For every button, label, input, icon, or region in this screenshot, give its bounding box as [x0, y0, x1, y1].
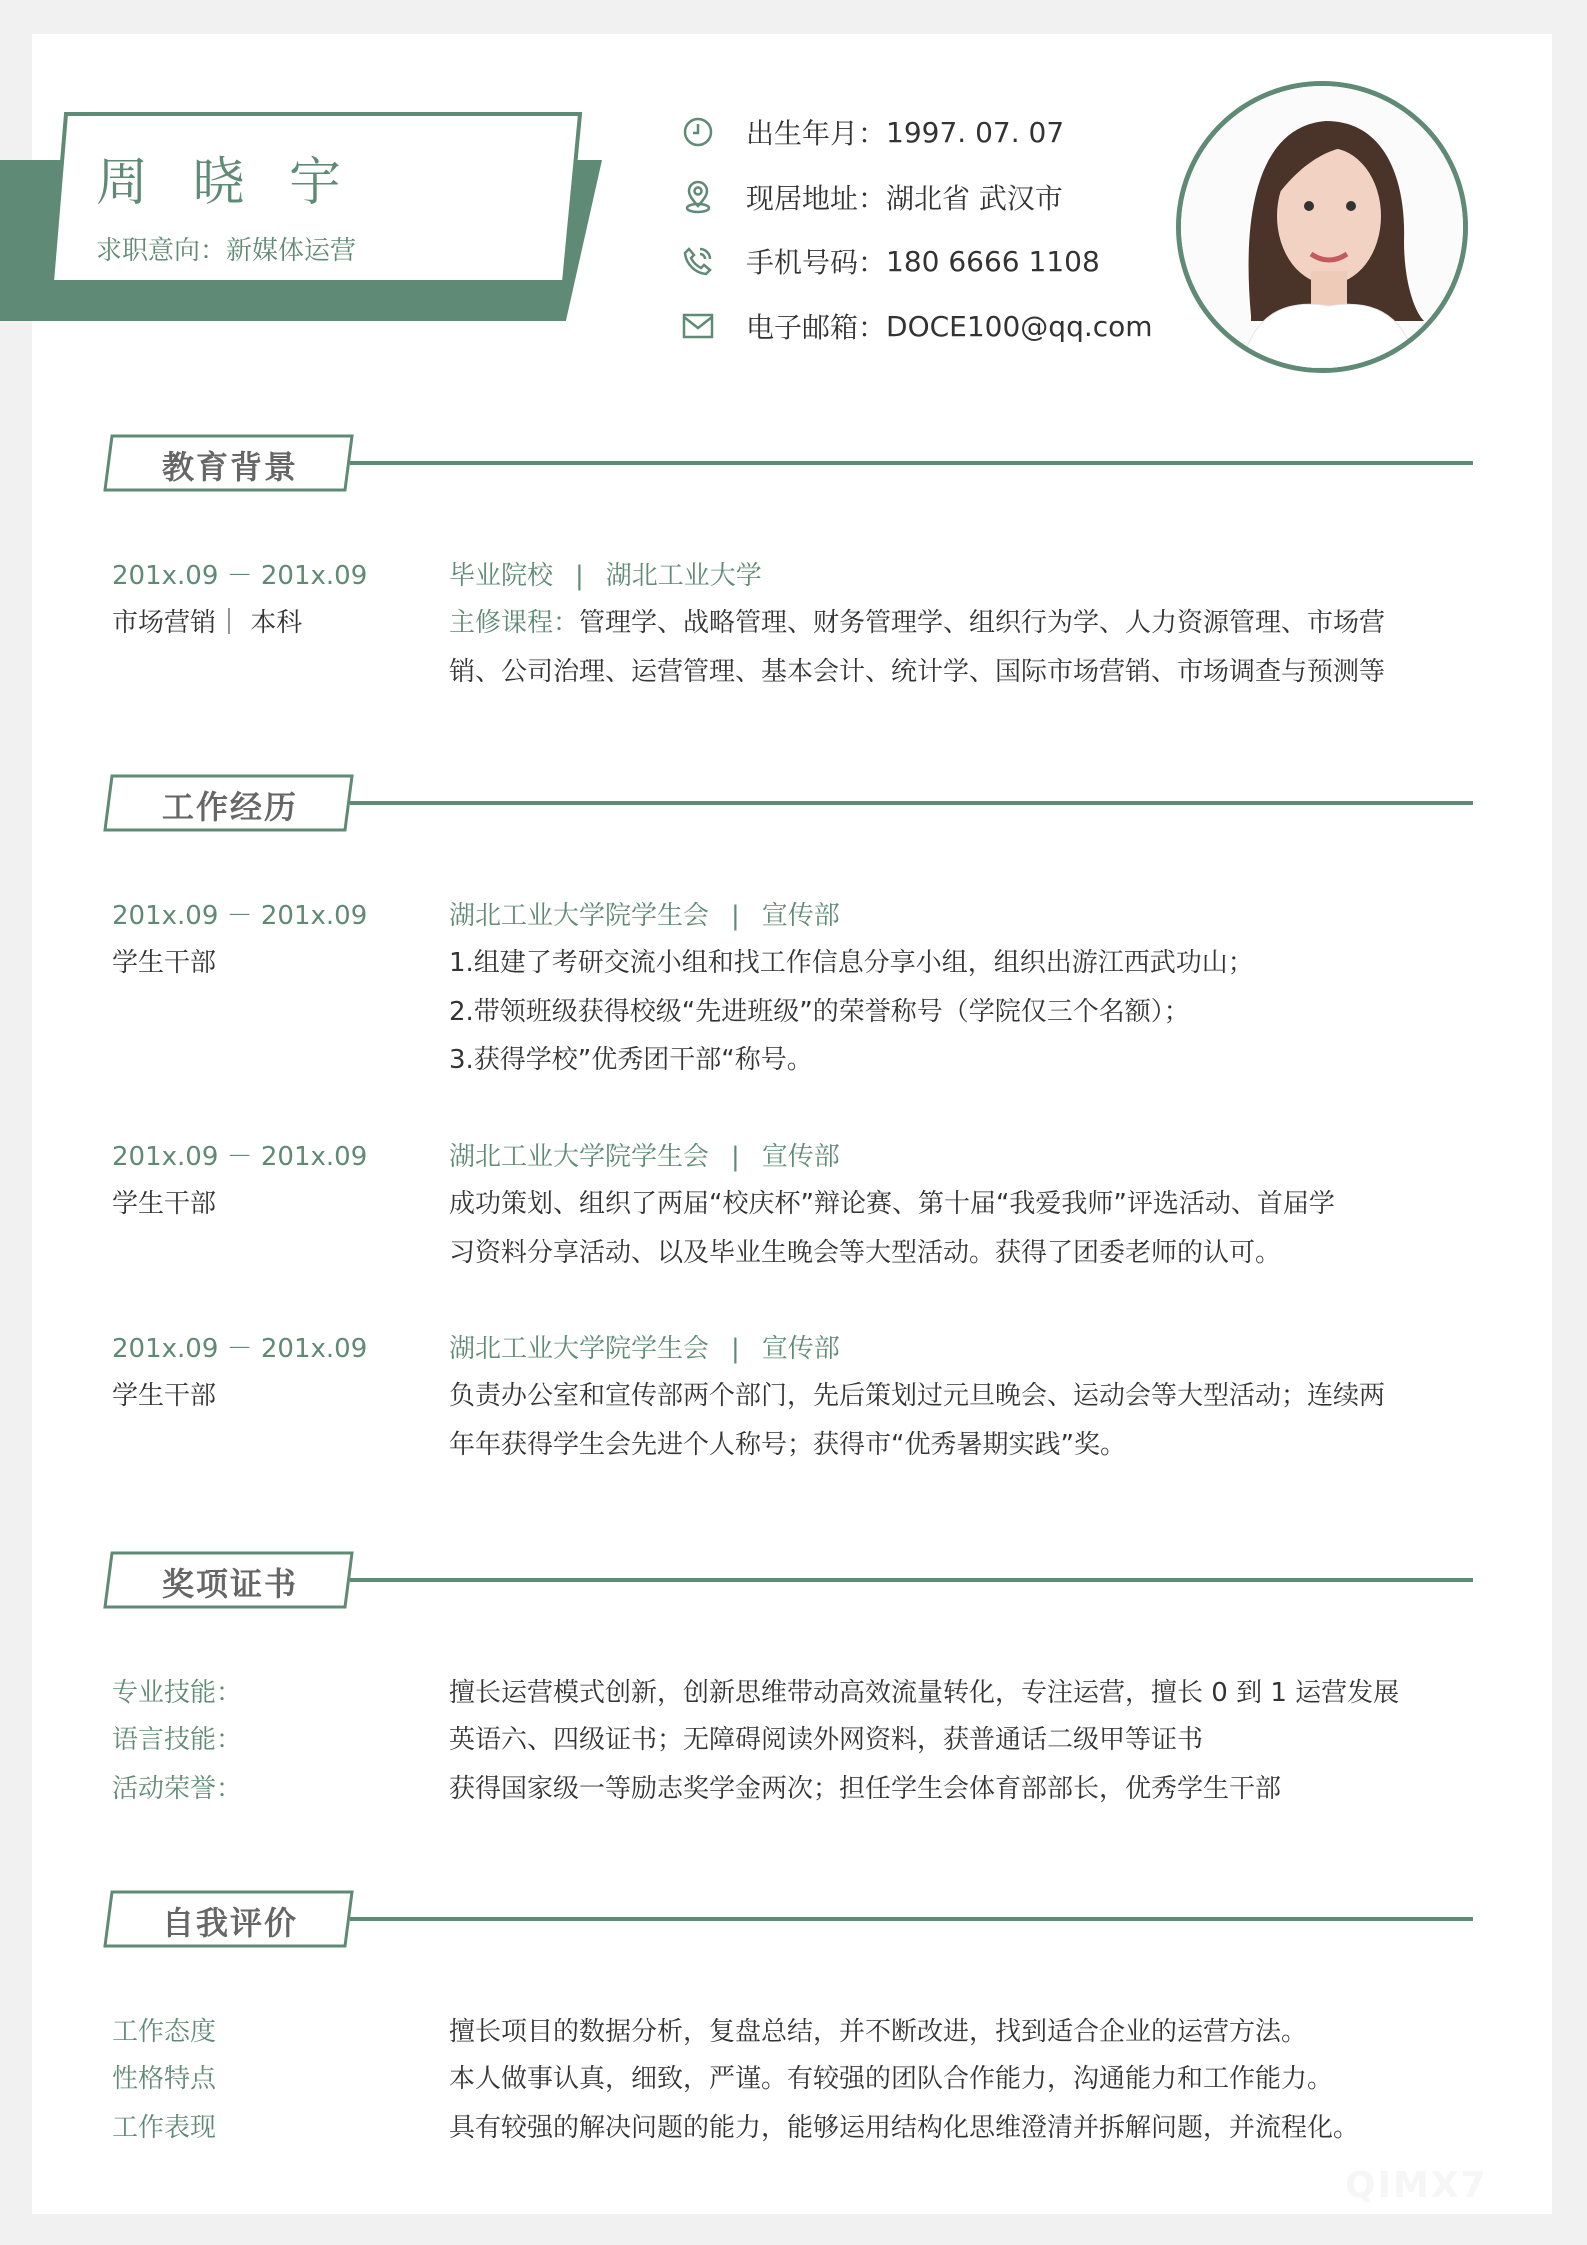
self-value: 擅长项目的数据分析，复盘总结，并不断改进，找到适合企业的运营方法。 — [449, 2017, 1308, 2047]
award-value: 擅长运营模式创新，创新思维带动高效流量转化，专注运营，擅长 0 到 1 运营发展 — [449, 1678, 1400, 1708]
work-description-line: 2.带领班级获得校级“先进班级”的荣誉称号（学院仅三个名额）； — [449, 996, 1190, 1027]
work-description-line: 成功策划、组织了两届“校庆杯”辩论赛、第十届“我爱我师”评选活动、首届学 — [449, 1189, 1335, 1219]
contact-value: DOCE100@qq.com — [886, 309, 1153, 343]
separator: | — [731, 901, 740, 931]
divider — [350, 1917, 1473, 1921]
self-label: 性格特点 — [112, 2064, 217, 2094]
edu-period: 201x.09 － 201x.09 — [112, 561, 368, 591]
dept-name: 宣传部 — [761, 1142, 840, 1172]
self-label: 工作表现 — [112, 2113, 217, 2143]
section-title-education: 教育背景 — [162, 448, 299, 486]
award-label: 专业技能： — [112, 1678, 243, 1708]
work-role: 学生干部 — [112, 1381, 217, 1411]
work-org — [449, 895, 840, 932]
dept-name: 宣传部 — [761, 1334, 840, 1364]
self-label: 工作态度 — [112, 2017, 217, 2047]
work-role: 学生干部 — [112, 1189, 217, 1219]
contact-label: 电子邮箱： — [746, 311, 887, 344]
divider — [350, 801, 1473, 805]
courses-text: 管理学、战略管理、财务管理学、组织行为学、人力资源管理、市场营 — [579, 608, 1386, 638]
work-description-line: 负责办公室和宣传部两个部门，先后策划过元旦晚会、运动会等大型活动；连续两 — [449, 1381, 1386, 1411]
section-title-work: 工作经历 — [162, 788, 299, 826]
edu-major: 市场营销｜ 本科 — [112, 608, 303, 638]
separator: | — [731, 1142, 740, 1172]
separator: | — [731, 1334, 740, 1364]
edu-courses-cont: 销、公司治理、运营管理、基本会计、统计学、国际市场营销、市场调查与预测等 — [449, 657, 1386, 687]
work-period: 201x.09 － 201x.09 — [112, 1334, 368, 1364]
divider — [350, 1578, 1473, 1582]
contact-value: 湖北省 武汉市 — [886, 182, 1063, 215]
work-role: 学生干部 — [112, 948, 217, 978]
work-description-line: 1.组建了考研交流小组和找工作信息分享小组，组织出游江西武功山； — [449, 948, 1254, 978]
award-label: 语言技能： — [112, 1725, 243, 1755]
dept-name: 宣传部 — [761, 901, 840, 931]
contact-label: 现居地址： — [746, 182, 887, 215]
work-period: 201x.09 － 201x.09 — [112, 901, 368, 931]
self-value: 具有较强的解决问题的能力，能够运用结构化思维澄清并拆解问题，并流程化。 — [449, 2113, 1360, 2143]
work-description-line: 习资料分享活动、以及毕业生晚会等大型活动。获得了团委老师的认可。 — [449, 1237, 1282, 1268]
contact-label: 手机号码： — [746, 246, 887, 279]
school-label: 毕业院校 — [449, 561, 554, 591]
work-period: 201x.09 － 201x.09 — [112, 1142, 368, 1172]
org-name: 湖北工业大学院学生会 — [449, 901, 710, 931]
work-description-line: 3.获得学校”优秀团干部“称号。 — [449, 1045, 813, 1075]
school-name: 湖北工业大学 — [605, 561, 762, 591]
edu-courses — [449, 602, 1385, 639]
work-org — [449, 1136, 840, 1173]
contact-value: 1997. 07. 07 — [886, 115, 1065, 149]
divider — [350, 461, 1473, 465]
self-value: 本人做事认真，细致，严谨。有较强的团队合作能力，沟通能力和工作能力。 — [449, 2064, 1334, 2094]
separator: | — [575, 561, 584, 591]
work-org — [449, 1328, 840, 1365]
edu-school — [449, 555, 762, 592]
org-name: 湖北工业大学院学生会 — [449, 1334, 710, 1364]
org-name: 湖北工业大学院学生会 — [449, 1142, 710, 1172]
award-value: 英语六、四级证书；无障碍阅读外网资料，获普通话二级甲等证书 — [449, 1725, 1204, 1755]
award-label: 活动荣誉： — [112, 1774, 243, 1804]
watermark: QIMX7 — [1345, 2165, 1488, 2206]
work-description-line: 年年获得学生会先进个人称号；获得市“优秀暑期实践”奖。 — [449, 1429, 1126, 1460]
section-title-self: 自我评价 — [162, 1904, 299, 1942]
candidate-name: 周 晓 宇 — [96, 153, 356, 213]
award-value: 获得国家级一等励志奖学金两次；担任学生会体育部部长，优秀学生干部 — [449, 1774, 1282, 1804]
contact-value: 180 6666 1108 — [886, 244, 1100, 278]
intent-label: 求职意向： — [96, 236, 227, 266]
intent-value: 新媒体运营 — [226, 236, 357, 266]
section-title-awards: 奖项证书 — [162, 1565, 299, 1603]
courses-label: 主修课程： — [449, 608, 580, 638]
contact-label: 出生年月： — [746, 117, 887, 150]
